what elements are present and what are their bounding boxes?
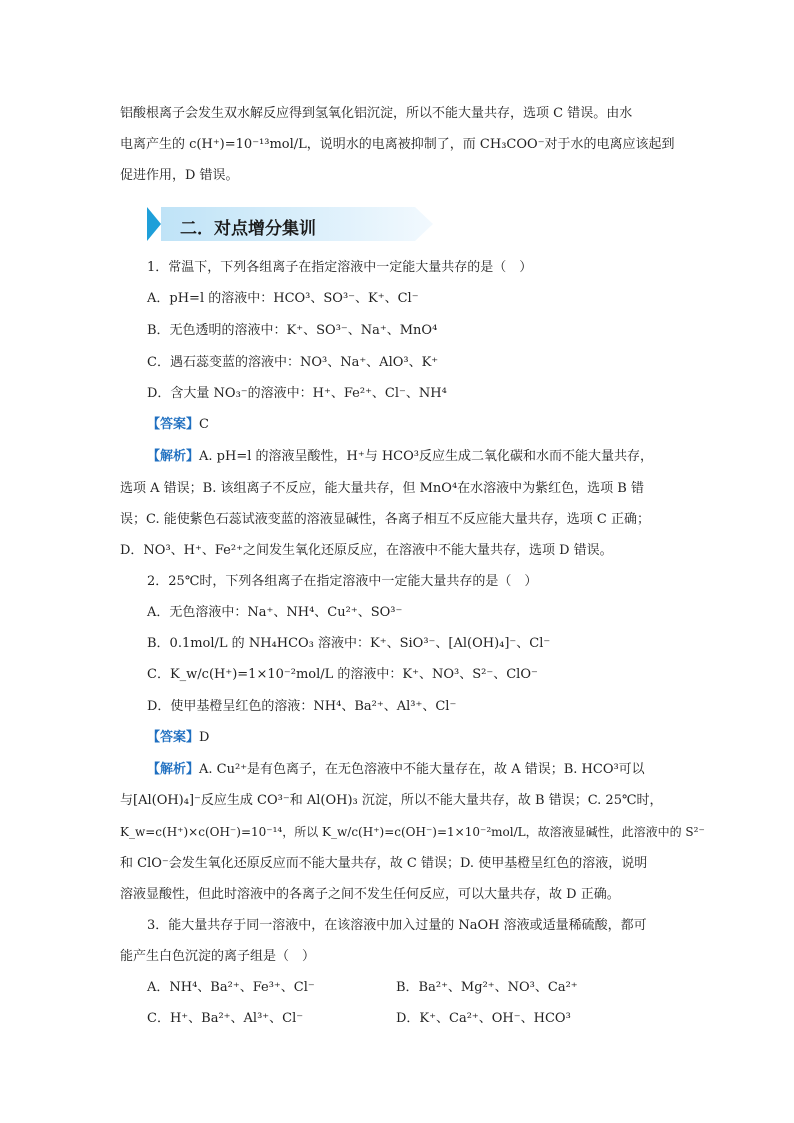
q3-option-d: D．K⁺、Ca²⁺、OH⁻、HCO³ <box>396 1011 571 1026</box>
q2-analysis-line-2: 与[Al(OH)₄]⁻反应生成 CO³⁻和 Al(OH)₃ 沉淀，所以不能大量共存，故 B 错误；C. 25℃时， <box>120 793 663 808</box>
intro-line-3: 促进作用，D 错误。 <box>120 168 239 183</box>
section-banner <box>147 207 433 241</box>
q1-analysis-line-2: 选项 A 错误；B. 该组离子不反应，能大量共存，但 MnO⁴在水溶液中为紫红色，选项 B 错 <box>120 481 644 496</box>
q2-option-c: C．K_w/c(H⁺)=1×10⁻²mol/L 的溶液中：K⁺、NO³、S²⁻、ClO⁻ <box>147 667 538 682</box>
q2-option-b: B．0.1mol/L 的 NH₄HCO₃ 溶液中：K⁺、SiO³⁻、[Al(OH)₄]⁻、Cl⁻ <box>147 636 551 651</box>
q1-stem: 1．常温下，下列各组离子在指定溶液中一定能大量共存的是（ ） <box>147 260 533 275</box>
q2-analysis-line-3: K_w=c(H⁺)×c(OH⁻)=10⁻¹⁴，所以 K_w/c(H⁺)=c(OH⁻)=1×10⁻²mol/L，故溶液显碱性，此溶液中的 S²⁻ <box>120 825 705 839</box>
q2-answer-row <box>147 729 209 747</box>
q1-analysis-row <box>147 448 653 466</box>
q2-option-a: A．无色溶液中：Na⁺、NH⁴、Cu²⁺、SO³⁻ <box>147 605 403 620</box>
q2-analysis-line-5: 溶液显酸性，但此时溶液中的各离子之间不发生任何反应，可以大量共存，故 D 正确。 <box>120 887 620 902</box>
q2-analysis-line-1: A. Cu²⁺是有色离子，在无色溶液中不能大量存在，故 A 错误；B. HCO³可以 <box>199 762 645 777</box>
intro-line-2: 电离产生的 c(H⁺)=10⁻¹³mol/L，说明水的电离被抑制了，而 CH₃COO⁻对于水的电离应该起到 <box>120 137 675 152</box>
section-title: 二．对点增分集训 <box>180 219 316 239</box>
q2-stem: 2．25℃时，下列各组离子在指定溶液中一定能大量共存的是（ ） <box>147 574 538 589</box>
q3-option-a: A．NH⁴、Ba²⁺、Fe³⁺、Cl⁻ <box>147 980 315 995</box>
q3-option-c: C．H⁺、Ba²⁺、Al³⁺、Cl⁻ <box>147 1011 304 1026</box>
q1-option-a: A．pH=l 的溶液中：HCO³、SO³⁻、K⁺、Cl⁻ <box>147 291 419 306</box>
q3-option-b: B．Ba²⁺、Mg²⁺、NO³、Ca²⁺ <box>396 980 578 995</box>
q2-option-d: D．使甲基橙呈红色的溶液：NH⁴、Ba²⁺、Al³⁺、Cl⁻ <box>147 699 457 714</box>
q3-stem-line-1: 3．能大量共存于同一溶液中，在该溶液中加入过量的 NaOH 溶液或适量稀硫酸，都可 <box>147 918 647 933</box>
answer-label: 【答案】 <box>147 417 200 432</box>
analysis-label: 【解析】 <box>147 449 200 464</box>
q1-analysis-line-3: 误；C. 能使紫色石蕊试液变蓝的溶液显碱性，各离子相互不反应能大量共存，选项 C 正确； <box>120 512 650 527</box>
intro-line-1: 铝酸根离子会发生双水解反应得到氢氧化铝沉淀，所以不能大量共存，选项 C 错误。由水 <box>120 106 633 121</box>
q1-analysis-line-1: A. pH=l 的溶液呈酸性，H⁺与 HCO³反应生成二氧化碳和水而不能大量共存， <box>199 449 653 464</box>
q2-answer-value: D <box>199 730 210 745</box>
q1-answer-row <box>147 416 209 434</box>
q1-option-b: B．无色透明的溶液中：K⁺、SO³⁻、Na⁺、MnO⁴ <box>147 323 438 338</box>
q1-option-c: C．遇石蕊变蓝的溶液中：NO³、Na⁺、AlO³、K⁺ <box>147 355 439 370</box>
q1-answer-value: C <box>199 417 209 432</box>
q3-stem-line-2: 能产生白色沉淀的离子组是（ ） <box>120 949 316 964</box>
q2-analysis-row <box>147 761 645 779</box>
q1-analysis-line-4: D．NO³、H⁺、Fe²⁺之间发生氧化还原反应，在溶液中不能大量共存，选项 D 错误。 <box>120 543 613 558</box>
q2-analysis-line-4: 和 ClO⁻会发生氧化还原反应而不能大量共存，故 C 错误；D. 使甲基橙呈红色的溶液，说明 <box>120 856 648 871</box>
analysis-label: 【解析】 <box>147 762 200 777</box>
q1-option-d: D．含大量 NO₃⁻的溶液中：H⁺、Fe²⁺、Cl⁻、NH⁴ <box>147 386 447 401</box>
answer-label: 【答案】 <box>147 730 200 745</box>
